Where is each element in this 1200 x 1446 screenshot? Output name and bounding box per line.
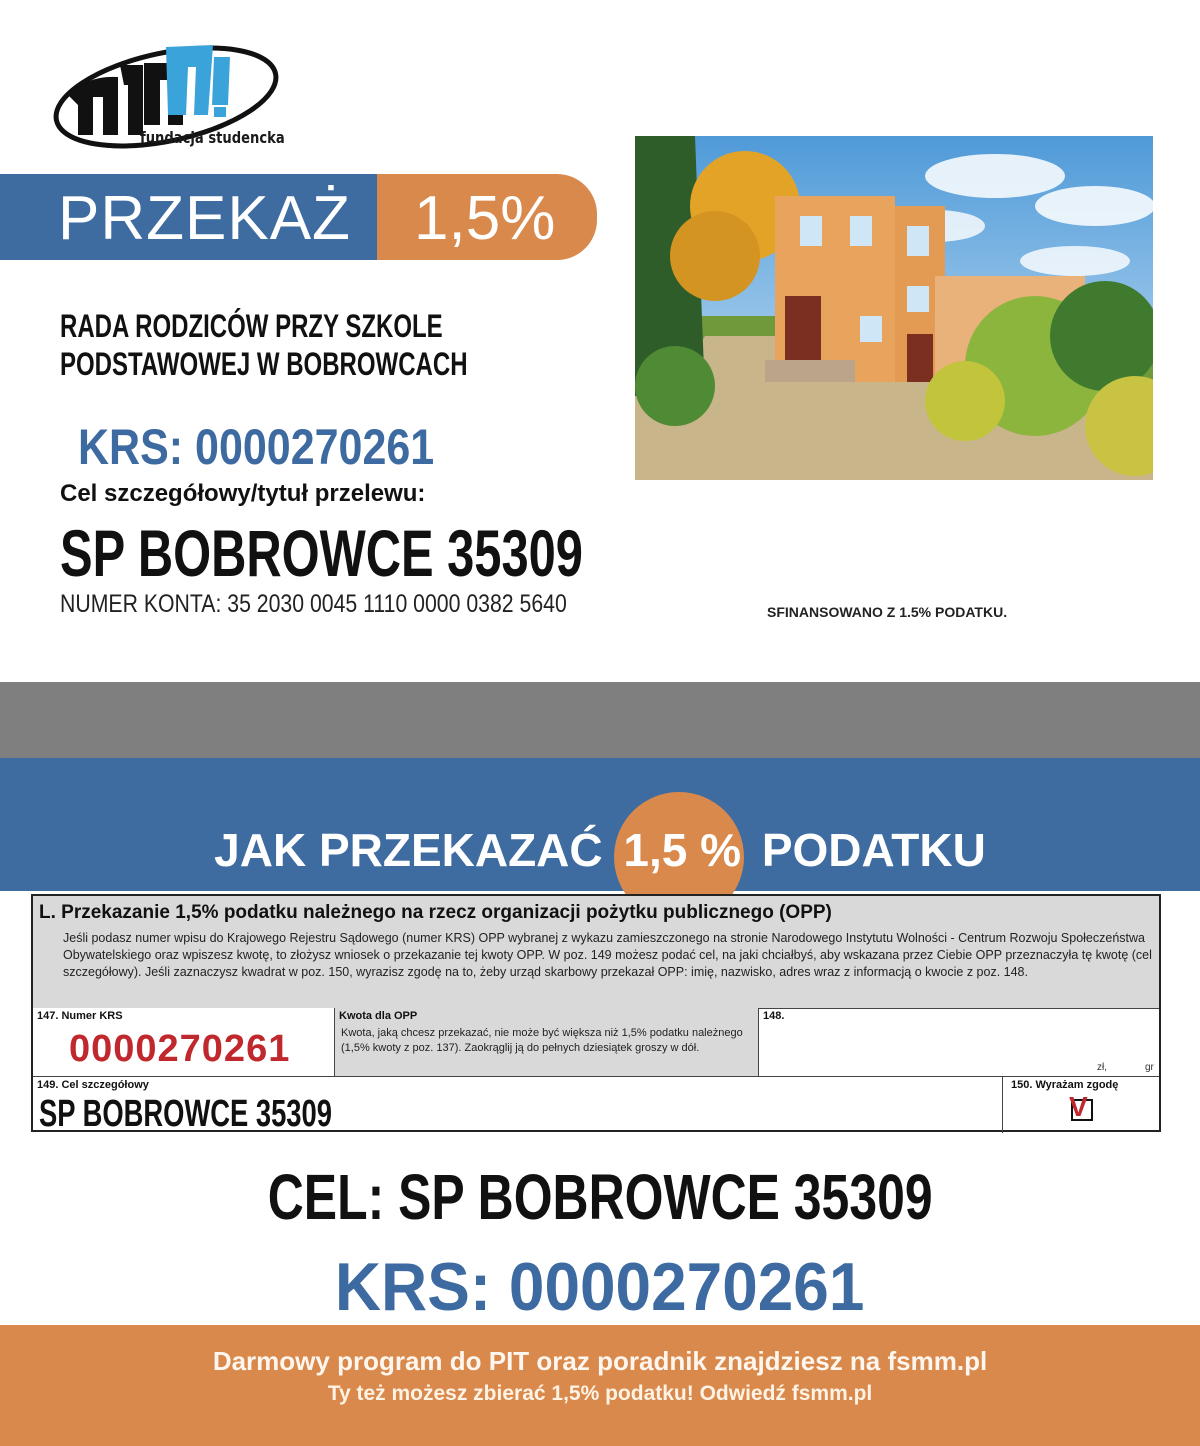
summary-krs-text: KRS: 0000270261 (335, 1249, 865, 1325)
summary-cel-text: CEL: SP BOBROWCE 35309 (267, 1161, 933, 1233)
organization-name: RADA RODZICÓW PRZY SZKOLE PODSTAWOWEJ W BOBROWCACH (60, 308, 468, 382)
field-150-label: 150. Wyrażam zgodę (1011, 1079, 1119, 1091)
funded-note: SFINANSOWANO Z 1.5% PODATKU. (767, 604, 1008, 620)
banner-percent: 1,5% (414, 184, 556, 253)
field-149-value: SP BOBROWCE 35309 (39, 1093, 332, 1135)
footer-line-1[interactable]: Darmowy program do PIT oraz poradnik znajdziesz na fsmm.pl (212, 1346, 988, 1376)
field-149-label: 149. Cel szczegółowy (37, 1079, 149, 1091)
kwota-description: Kwota, jaką chcesz przekazać, nie może być większa niż 1,5% podatku należnego (1,5% kwoty z poz. 137). Zaokrąglij ją do pełnych dziesiątek groszy w dół. (341, 1027, 743, 1054)
field-147-krs (33, 1008, 335, 1076)
form-title: L. Przekazanie 1,5% podatku należnego na rzecz organizacji pożytku publicznego (OPP) (39, 902, 832, 923)
summary-krs (0, 1248, 1200, 1326)
school-painting (635, 136, 1153, 480)
field-150-consent[interactable] (1003, 1077, 1159, 1133)
field-147-label: 147. Numer KRS (37, 1010, 123, 1022)
zl-label: zł, (1097, 1062, 1107, 1073)
cel-value-large: SP BOBROWCE 35309 (60, 516, 583, 590)
krs-number-top: KRS: 0000270261 (78, 419, 435, 475)
howto-title-before: JAK PRZEKAZAĆ (214, 824, 603, 876)
howto-title-percent: 1,5 % (623, 824, 742, 876)
field-148-label: 148. (763, 1010, 785, 1022)
form-header (33, 896, 1159, 1009)
form-row-2 (33, 1076, 1159, 1133)
logo-caption: fundacja studencka (140, 128, 285, 147)
gray-band (0, 682, 1200, 758)
field-148-amount[interactable] (759, 1008, 1159, 1076)
field-149-cel (33, 1077, 1003, 1133)
kwota-label: Kwota dla OPP (339, 1010, 418, 1022)
gr-label: gr (1145, 1062, 1154, 1073)
field-147-value: 0000270261 (69, 1028, 291, 1070)
consent-check-mark: V (1069, 1091, 1088, 1122)
banner-title: PRZEKAŻ (58, 184, 351, 253)
pit-form-section (31, 894, 1161, 1135)
field-kwota-info (335, 1008, 759, 1076)
cel-label: Cel szczegółowy/tytuł przelewu: (60, 480, 426, 507)
footer-line-2[interactable]: Ty też możesz zbierać 1,5% podatku! Odwiedź fsmm.pl (327, 1382, 873, 1405)
howto-heading (0, 823, 1200, 877)
summary-cel (0, 1160, 1200, 1234)
account-number: NUMER KONTA: 35 2030 0045 1110 0000 0382 5640 (60, 590, 567, 618)
howto-title-after: PODATKU (761, 824, 986, 876)
form-description: Jeśli podasz numer wpisu do Krajowego Rejestru Sądowego (numer KRS) OPP wybranej z wykazu zamieszczonego na stronie Narodowego Instytutu Wolności - Centrum Rozwoju Społeczeństwa Obywatelskiego oraz wpiszesz kwotę, to złożysz wniosek o przekazanie tej kwoty OPP. W poz. 149 możesz podać cel, na jaki chciałbyś, aby wskazana przez Ciebie OPP przeznaczyła tę kwotę (cel szczegółowy). Jeśli zaznaczysz kwadrat w poz. 150, wyrazisz zgodę na to, żeby urząd skarbowy przekazał OPP: imię, nazwisko, adres wraz z informacją o kwocie z poz. 148. (63, 931, 1152, 979)
